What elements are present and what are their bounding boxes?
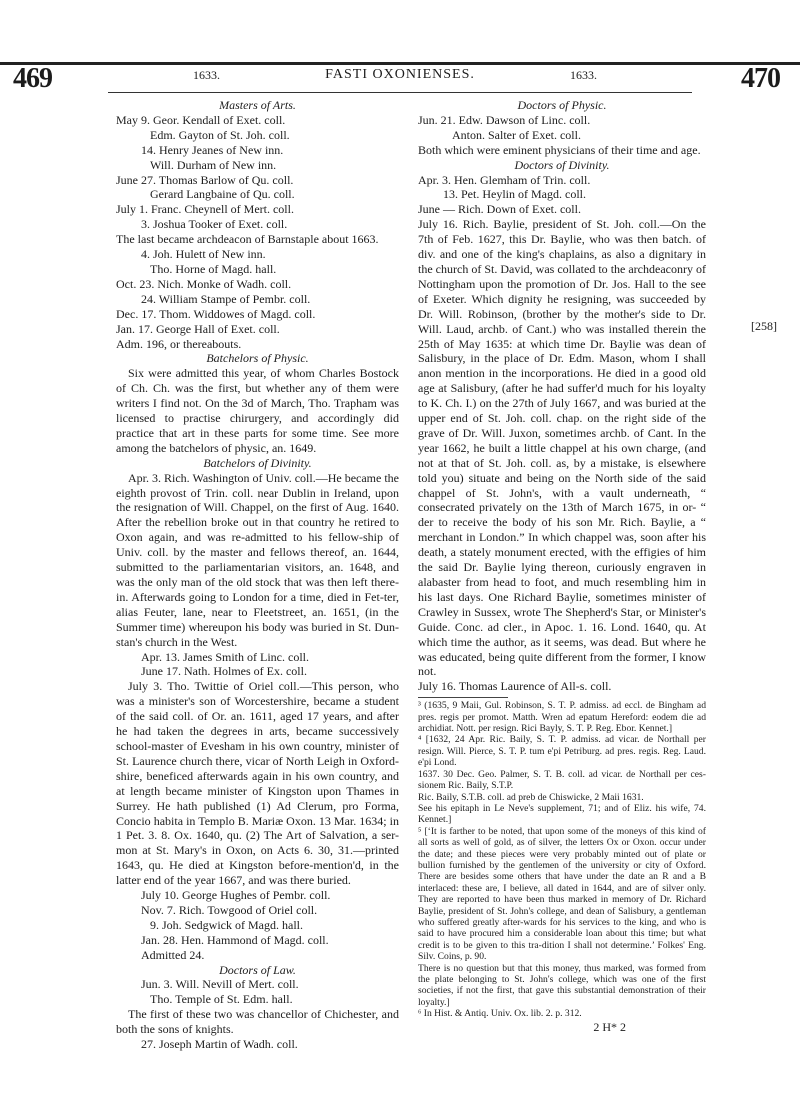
text-line: 9. Joh. Sedgwick of Magd. hall.: [150, 917, 303, 932]
footnote: There is no question but that this money, thus marked, was formed from the plate belonging to St. John's college, which was one of the first societies, if not the first, that gave this substantial demonstration of their loyalty.]: [418, 962, 706, 1008]
text-line: Gerard Langbaine of Qu. coll.: [150, 187, 295, 202]
footnote: See his epitaph in Le Neve's supplement, 71; and of Eliz. his wife, 74. Kennet.]: [418, 802, 706, 826]
section-heading: Doctors of Law.: [219, 962, 296, 977]
text-line: Jun. 21. Edw. Dawson of Linc. coll.: [418, 112, 591, 127]
footnote-separator: [418, 697, 508, 698]
section-heading: Doctors of Divinity.: [514, 157, 610, 172]
text-line: Apr. 3. Hen. Glemham of Trin. coll.: [418, 172, 591, 187]
header-subrule: [108, 92, 692, 93]
text-line: Will. Durham of New inn.: [150, 157, 277, 172]
footnote: ³ (1635, 9 Maii, Gul. Robinson, S. T. P. admiss. ad eccl. de Bingham ad pres. regis per promot. Matth. Wren ad epatum Hereford: eodem die ad archidiat. Nott. per resign. Rici Bayly, S. T. P. Reg. Ebor. Kennet.]: [418, 700, 706, 735]
section-heading: Batchelors of Divinity.: [203, 455, 312, 470]
footnote: 1637. 30 Dec. Geo. Palmer, S. T. B. coll. ad vicar. de Northall per ces-sionem Ric. Baily, S.T.P.: [418, 768, 706, 792]
text-line: Jun. 3. Will. Nevill of Mert. coll.: [141, 977, 299, 992]
section-heading: Doctors of Physic.: [517, 98, 607, 112]
header-rule: [0, 62, 800, 65]
text-line: 14. Henry Jeanes of New inn.: [141, 142, 284, 157]
section-heading: Masters of Arts.: [219, 98, 296, 112]
footnote: ⁵ [‘It is farther to be noted, that upon some of the moneys of this kind of all sorts as well of gold, as of silver, the letters Ox or Oxon. occur under the date; and these pieces were very probably minted out of plate or bullion furnished by the gentlemen of the university or city of Oxford. There are besides some others that have under the date an R and a B interlaced: these are, I believe, all dated in 1644, and are of silver only. They are reported to have been thus marked in memory of Dr. Richard Baylie, president of St. John's college, and dean of Salisbury, a gentleman who suffered greatly after-wards for his services to the king, and who is said to have procured him a considerable loan about this time; but what credit is to be given to this tra-dition I shall not determine.’ Folkes' Eng. Silv. Coins, p. 90.: [418, 825, 706, 963]
text-line: July 16. Rich. Baylie, president of St. Joh. coll.—On the 7th of Feb. 1627, this Dr. Baylie, who was then batch. of div. and one of the king's chaplains, as also a dignitary in the church of St. David, was collated to the archdeaconry of Nottingham upon the promotion of Dr. Jos. Hall to the see of Exeter. Which dignity he resigning, was succeeded by Dr. Will. Robinson, (brother by the mother's side to Dr. Will. Laud, archb. of Cant.) who was installed therein the 25th of May 1635: at which time Dr. Baylie was dean of Salisbury, in the place of Dr. Edm. Mason, whom I shall anon mention in the incorporations. He died in a good old age at Salisbury, (after he had suffer'd much for his loyalty to K. Ch. I.) on the 27th of July 1667, and was buried at the upper end of St. Joh. coll. chap. on the right side of the grave of Dr. Will. Juxon, sometimes archb. of Cant. In the year 1662, he built a little chappel at his own charge, (and not at that of St. Joh. coll. as, by a mistake, is elsewhere told you) situate and being on the North side of the said chappel of St. John's, with a vault underneath, “ consecrated privately on the 13th of March 1675, in or- “ der to receive the body of his son Mr. Rich. Baylie, a “ merchant in London.” In which chappel was, soon after his death, a stately monument erected, with the effigies of him the said Dr. Baylie lying thereon, curiously engraven in alabaster from head to foot, and much resembling him in his last days. One Richard Baylie, sometimes minister of Crawley in Sussex, wrote The Shepherd's Star, or Minister's Guide. Conc. ad cler., in Apoc. 1. 16. Lond. 1640, qu. At which time the author, as it seems, was dead. But where he was educated, being quite different from the former, I know not.: [418, 217, 706, 679]
text-line: 3. Joshua Tooker of Exet. coll.: [141, 217, 288, 232]
text-line: July 16. Thomas Laurence of All-s. coll.: [418, 679, 612, 694]
text-line: Anton. Salter of Exet. coll.: [452, 127, 581, 142]
text-line: Nov. 7. Rich. Towgood of Oriel coll.: [141, 902, 318, 917]
right-column: [418, 98, 706, 1035]
text-line: 27. Joseph Martin of Wadh. coll.: [141, 1037, 298, 1052]
text-line: Edm. Gayton of St. Joh. coll.: [150, 127, 290, 142]
text-line: Tho. Horne of Magd. hall.: [150, 261, 277, 276]
text-line: 13. Pet. Heylin of Magd. coll.: [443, 187, 586, 202]
running-title: FASTI OXONIENSES.: [325, 67, 475, 82]
text-line: July 1. Franc. Cheynell of Mert. coll.: [116, 202, 294, 217]
text-line: Jan. 17. George Hall of Exet. coll.: [116, 321, 280, 336]
text-line: July 10. George Hughes of Pembr. coll.: [141, 888, 331, 903]
paragraph: Apr. 3. Rich. Washington of Univ. coll.—He became the eighth provost of Trin. coll. near Dublin in Ireland, upon the resignation of Will. Chappel, on the first of Aug. 1640. After the rebellion broke out in that country he retired to Oxon again, and was re-admitted to his fellow-ship of Univ. coll. by the master and fellows thereof, an. 1644, submitted to the parliamentarian visitors, an. 1648, and was the only man of the old stock that was then left there-in. Afterwards going to London for a time, died in Fet-ter, alias Feuter, lane, near to Fleetstreet, an. 1651, (in the Summer time) whereupon his body was buried in St. Dun-stan's church in the West.: [116, 470, 399, 649]
page-number-right: 470: [741, 63, 780, 94]
text-line: May 9. Geor. Kendall of Exet. coll.: [116, 112, 286, 127]
text-line: Admitted 24.: [141, 947, 205, 962]
footnote: ⁴ [1632, 24 Apr. Ric. Baily, S. T. P. admiss. ad vicar. de Northall per resign. Will. Pierce, S. T. P. tum e'pi Petriburg. ad pres. regis. Reg. Laud. e'pi Lond.: [418, 734, 706, 769]
footnote: Ric. Baily, S.T.B. coll. ad preb de Chiswicke, 2 Maii 1631.: [418, 791, 644, 803]
running-year-left: 1633.: [193, 68, 220, 82]
footnote: ⁶ In Hist. & Antiq. Univ. Ox. lib. 2. p. 312.: [418, 1008, 582, 1020]
text-line: Apr. 13. James Smith of Linc. coll.: [141, 649, 309, 664]
text-line: 4. Joh. Hulett of New inn.: [141, 247, 266, 262]
text-line: June 17. Nath. Holmes of Ex. coll.: [141, 664, 307, 679]
text-line: Adm. 196, or thereabouts.: [116, 336, 242, 351]
text-line: June — Rich. Down of Exet. coll.: [418, 202, 581, 217]
left-column: [116, 98, 399, 1052]
text-line: The last became archdeacon of Barnstaple about 1663.: [116, 232, 379, 247]
section-heading: Batchelors of Physic.: [206, 351, 309, 366]
text-line: Tho. Temple of St. Edm. hall.: [150, 992, 293, 1007]
text-line: 24. William Stampe of Pembr. coll.: [141, 291, 311, 306]
page-number-left: 469: [13, 63, 52, 94]
text-line: Dec. 17. Thom. Widdowes of Magd. coll.: [116, 306, 316, 321]
signature-mark: 2 H* 2: [593, 1019, 626, 1034]
text-line: Jan. 28. Hen. Hammond of Magd. coll.: [141, 932, 329, 947]
paragraph: The first of these two was chancellor of Chichester, and both the sons of knights.: [116, 1007, 399, 1037]
text-line: Oct. 23. Nich. Monke of Wadh. coll.: [116, 276, 292, 291]
text-line: June 27. Thomas Barlow of Qu. coll.: [116, 172, 294, 187]
text-line: Both which were eminent physicians of their time and age.: [418, 142, 701, 157]
margin-page-reference: [258]: [751, 319, 777, 333]
paragraph: Six were admitted this year, of whom Charles Bostock of Ch. Ch. was the first, but whether any of them were writers I find not. On the 3d of March, Tho. Trapham was licensed to practise chirurgery, and accordingly did practice that art in these parts for some time. See more among the batchelors of physic, an. 1649.: [116, 366, 399, 455]
paragraph: July 3. Tho. Twittie of Oriel coll.—This person, who was a minister's son of Worcestershire, became a student of the said coll. of Or. an. 1611, aged 17 years, and after he had taken the degrees in arts, became successively school-master of Evesham in his own country, minister of St. Laurence church there, vicar of North Leigh in Oxford-shire, beneficed afterwards again in his own country, and at length became minister of Kingston upon Thames in Surrey. He hath published (1) Ad Clerum, pro Forma, Concio habita in Templo B. Mariæ Oxon. 13 Mar. 1634; in 1 Pet. 3. 8. Ox. 1640, qu. (2) The Art of Salvation, a ser-mon at St. Mary's in Oxon, on Acts 6. 30, 31.—printed 1643, qu. He died at Kingston before-mention'd, in the latter end of the year 1667, and was there buried.: [116, 679, 399, 888]
running-year-right: 1633.: [570, 68, 597, 82]
